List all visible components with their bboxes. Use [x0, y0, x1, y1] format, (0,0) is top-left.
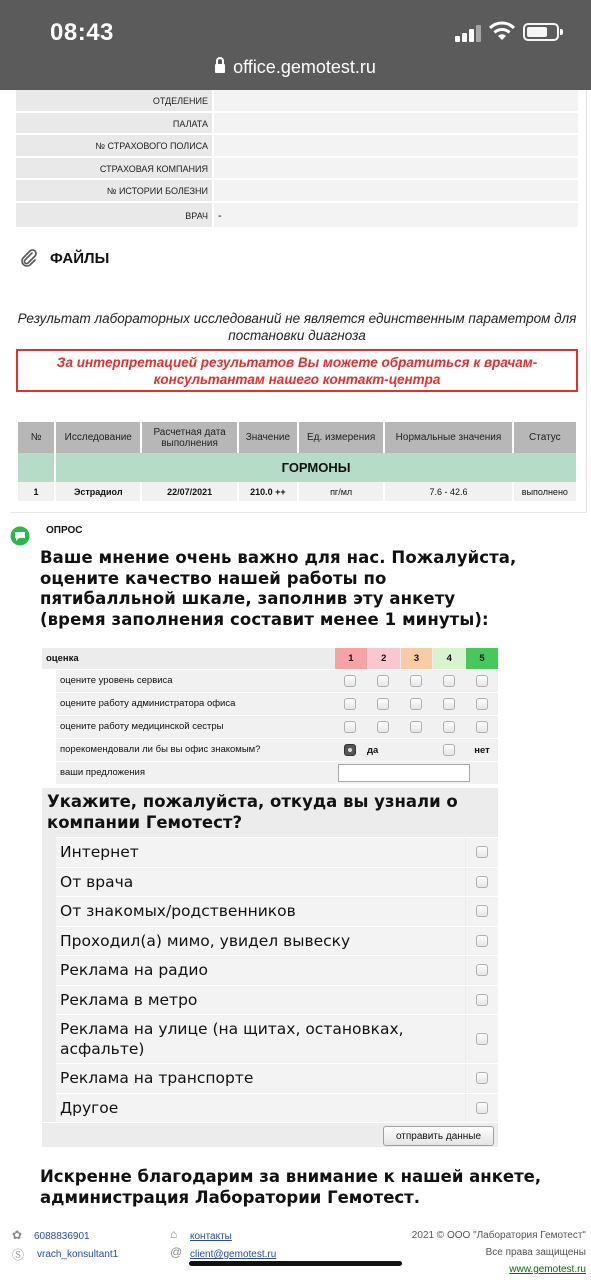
source-option	[56, 1014, 498, 1063]
source-checkbox[interactable]	[476, 846, 488, 858]
source-checkbox[interactable]	[476, 905, 488, 917]
poll-intro: Ваше мнение очень важно для нас. Пожалуйста, оцените качество нашей работы по пятибалльной шкале, заполнив эту анкету (время заполнения составит менее 1 минуты):	[40, 548, 517, 629]
recommend-yes-label: да	[367, 744, 379, 756]
info-value	[214, 90, 578, 111]
rating-header	[42, 648, 498, 669]
cell-number: 1	[18, 482, 54, 501]
rating-row	[42, 692, 498, 715]
battery-icon	[523, 23, 559, 41]
submit-button[interactable]: отправить данные	[383, 1126, 494, 1146]
source-checkbox[interactable]	[476, 1072, 488, 1084]
icq-icon: ✿	[12, 1228, 23, 1242]
source-label: Реклама на радио	[56, 956, 465, 985]
source-label: Проходил(а) мимо, увидел вывеску	[56, 927, 465, 956]
rating-row	[42, 715, 498, 738]
cell-status: выполнено	[514, 482, 576, 501]
source-label: Другое	[56, 1094, 465, 1123]
email-icon: @	[170, 1245, 183, 1259]
address-bar[interactable]	[0, 57, 591, 78]
source-label: От знакомых/родственников	[56, 897, 465, 926]
url-text: office.gemotest.ru	[233, 57, 376, 77]
results-table	[16, 422, 578, 501]
source-option	[56, 896, 498, 926]
cell-unit: пг/мл	[299, 482, 383, 501]
lock-icon	[215, 64, 225, 73]
source-checkbox[interactable]	[476, 964, 488, 976]
scale-5: 5	[466, 648, 498, 669]
info-label: № СТРАХОВОГО ПОЛИСА	[16, 135, 212, 156]
source-option	[56, 1063, 498, 1093]
col-header: Значение	[239, 422, 297, 453]
source-label: Реклама на транспорте	[56, 1064, 465, 1093]
contacts-link[interactable]: контакты	[190, 1231, 232, 1242]
source-option	[56, 1093, 498, 1123]
rating-checkbox[interactable]	[344, 721, 356, 733]
info-row	[16, 158, 578, 181]
suggestions-row	[42, 761, 498, 784]
group-row	[18, 453, 576, 482]
question-label: оцените уровень сервиса	[56, 670, 333, 692]
suggestions-input[interactable]	[338, 764, 470, 782]
files-section	[20, 249, 109, 267]
col-header: Расчетная дата выполнения	[142, 422, 236, 453]
info-row	[16, 135, 578, 158]
col-header: Исследование	[56, 422, 140, 453]
rating-checkbox[interactable]	[476, 675, 488, 687]
scale-2: 2	[368, 648, 400, 669]
scale-4: 4	[433, 648, 465, 669]
thanks-text: Искренне благодарим за внимание к нашей анкете, администрация Лаборатории Гемотест.	[40, 1167, 542, 1207]
recommend-no-label: нет	[474, 744, 490, 756]
cell-norm: 7.6 - 42.6	[385, 482, 511, 501]
recommend-no-checkbox[interactable]	[443, 744, 455, 756]
col-header: Статус	[514, 422, 576, 453]
source-option	[56, 985, 498, 1015]
rating-checkbox[interactable]	[443, 721, 455, 733]
rating-checkbox[interactable]	[377, 721, 389, 733]
info-row	[16, 90, 578, 113]
footer	[0, 1222, 591, 1280]
source-checkbox[interactable]	[476, 994, 488, 1006]
source-label: Реклама в метро	[56, 986, 465, 1015]
question-label: оцените работу администратора офиса	[56, 693, 333, 715]
home-indicator[interactable]	[189, 1261, 402, 1266]
info-label: ОТДЕЛЕНИЕ	[16, 90, 212, 111]
recommend-label: порекомендовали ли бы вы офис знакомым?	[56, 739, 333, 761]
skype-icon: Ⓢ	[12, 1248, 25, 1262]
source-label: Реклама на улице (на щитах, остановках, асфальте)	[56, 1015, 465, 1063]
source-form	[42, 788, 498, 1147]
content-border	[10, 512, 587, 513]
rating-row	[42, 669, 498, 692]
submit-row	[42, 1122, 498, 1147]
source-checkbox[interactable]	[476, 876, 488, 888]
rating-checkbox[interactable]	[344, 675, 356, 687]
question-label: оцените работу медицинской сестры	[56, 716, 333, 738]
source-option	[56, 837, 498, 867]
info-label: ВРАЧ	[16, 203, 212, 227]
consultation-notice: За интерпретацией результатов Вы можете обратиться к врачам-консультантам нашего контакт-центра	[16, 349, 578, 392]
poll-icon	[10, 526, 30, 546]
disclaimer-text: Результат лабораторных исследований не является единственным параметром для постановки диагноза	[17, 311, 577, 343]
signal-icon	[455, 24, 481, 42]
rating-checkbox[interactable]	[410, 698, 422, 710]
poll-title: ОПРОС	[46, 525, 83, 536]
source-question: Укажите, пожалуйста, откуда вы узнали о компании Гемотест?	[47, 792, 458, 832]
rating-checkbox[interactable]	[410, 675, 422, 687]
home-icon: ⌂	[170, 1227, 178, 1241]
footer-phone[interactable]: 6088836901	[34, 1231, 90, 1242]
scale-1: 1	[335, 648, 367, 669]
rating-checkbox[interactable]	[377, 698, 389, 710]
status-time: 08:43	[50, 19, 114, 46]
source-checkbox[interactable]	[476, 1102, 488, 1114]
info-value	[214, 158, 578, 179]
source-label: Интернет	[56, 838, 465, 867]
info-value: -	[214, 203, 578, 227]
copyright: 2021 © ООО "Лаборатория Гемотест"	[411, 1230, 586, 1241]
paperclip-icon	[20, 249, 38, 267]
rating-checkbox[interactable]	[377, 675, 389, 687]
rating-checkbox[interactable]	[476, 721, 488, 733]
info-row	[16, 203, 578, 229]
content-border	[586, 90, 587, 512]
recommend-yes-checkbox[interactable]	[344, 744, 356, 756]
cell-test[interactable]: Эстрадиол	[56, 482, 140, 501]
browser-top-bar	[0, 0, 591, 90]
source-option	[56, 955, 498, 985]
info-value	[214, 113, 578, 134]
footer-skype[interactable]: vrach_konsultant1	[37, 1249, 119, 1260]
info-label: СТРАХОВАЯ КОМПАНИЯ	[16, 158, 212, 179]
source-option	[56, 926, 498, 956]
wifi-icon	[489, 20, 515, 42]
col-header: №	[18, 422, 54, 453]
rating-form	[42, 648, 498, 784]
info-label: № ИСТОРИИ БОЛЕЗНИ	[16, 180, 212, 201]
patient-info-table	[16, 90, 578, 229]
source-label: От врача	[56, 868, 465, 897]
table-row	[18, 482, 576, 501]
group-title: ГОРМОНЫ	[56, 453, 576, 482]
recommend-row	[42, 738, 498, 761]
col-header: Ед. измерения	[299, 422, 383, 453]
info-label: ПАЛАТА	[16, 113, 212, 134]
source-checkbox[interactable]	[476, 935, 488, 947]
group-spacer	[18, 453, 54, 482]
info-row	[16, 180, 578, 203]
suggestions-label: ваши предложения	[56, 762, 336, 784]
email-link[interactable]: client@gemotest.ru	[190, 1249, 277, 1260]
source-checkbox[interactable]	[476, 1033, 488, 1045]
cell-value: 210.0 ++	[239, 482, 297, 501]
source-option	[56, 867, 498, 897]
scale-3: 3	[401, 648, 433, 669]
rating-checkbox[interactable]	[344, 698, 356, 710]
cell-date: 22/07/2021	[142, 482, 236, 501]
site-link[interactable]: www.gemotest.ru	[509, 1264, 586, 1275]
files-title: ФАЙЛЫ	[50, 249, 110, 267]
info-value	[214, 180, 578, 201]
rights-text: Все права защищены	[485, 1247, 586, 1258]
rating-checkbox[interactable]	[443, 698, 455, 710]
rating-checkbox[interactable]	[410, 721, 422, 733]
info-value	[214, 135, 578, 156]
info-row	[16, 113, 578, 136]
rating-checkbox[interactable]	[476, 698, 488, 710]
col-header: Нормальные значения	[385, 422, 511, 453]
rating-checkbox[interactable]	[443, 675, 455, 687]
rating-label: оценка	[46, 653, 79, 664]
